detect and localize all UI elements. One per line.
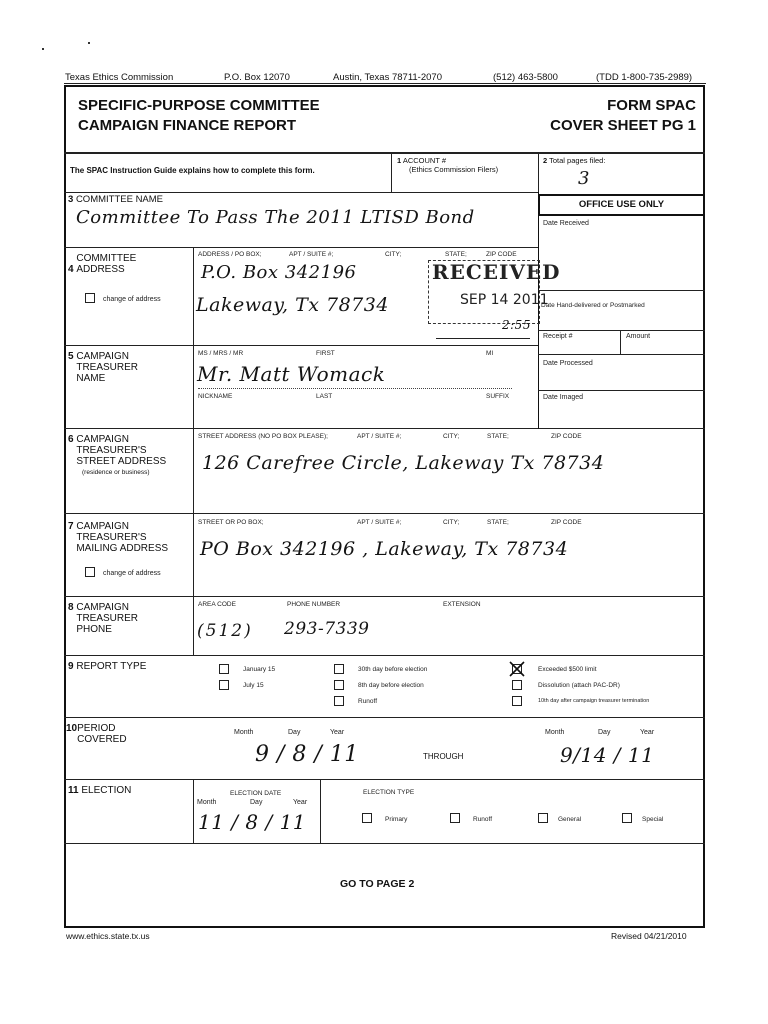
report-january-label: January 15 xyxy=(243,666,276,673)
period-from-month-col: Month xyxy=(234,729,254,736)
election-label xyxy=(68,785,131,796)
report-runoff-checkbox[interactable] xyxy=(334,696,344,706)
form-title xyxy=(78,96,320,136)
period-to-value: 9/14 / 11 xyxy=(560,743,655,767)
treasurer-street-label xyxy=(68,434,193,467)
stamp-signature-line xyxy=(436,338,530,339)
extension-col: EXTENSION xyxy=(443,601,481,608)
office-line-2 xyxy=(538,330,705,331)
date-hand-label: Date Hand-delivered or Postmarked xyxy=(541,302,645,309)
committee-zip-col: ZIP CODE xyxy=(486,251,517,258)
election-general-checkbox[interactable] xyxy=(538,813,548,823)
election-month-col: Month xyxy=(197,799,217,806)
scan-mark xyxy=(88,42,90,44)
period-num: 10 xyxy=(66,723,78,734)
treasurer-name-value: Mr. Matt Womack xyxy=(197,362,386,386)
period-label xyxy=(66,723,191,745)
report-termination-checkbox[interactable] xyxy=(512,696,522,706)
committee-name-value: Committee To Pass The 2011 LTISD Bond xyxy=(76,207,475,228)
form-name: FORM SPAC xyxy=(607,97,696,114)
office-line-4 xyxy=(538,390,705,391)
row-divider-1 xyxy=(64,192,539,193)
treasurer-mailing-col: STREET OR PO BOX; xyxy=(198,519,264,526)
report-30th-day-checkbox[interactable] xyxy=(334,664,344,674)
report-exceeded-checkbox[interactable] xyxy=(512,664,522,674)
total-pages-title: Total pages filed: xyxy=(549,156,606,165)
report-8th-day-label: 8th day before election xyxy=(358,682,424,689)
instructions-text: The SPAC Instruction Guide explains how to complete this form. xyxy=(70,166,315,175)
treasurer-name-title: CAMPAIGN TREASURER NAME xyxy=(76,351,139,384)
election-special-checkbox[interactable] xyxy=(622,813,632,823)
area-code-col: AREA CODE xyxy=(198,601,236,608)
office-use-title: OFFICE USE ONLY xyxy=(538,194,705,216)
checkmark-x-icon xyxy=(510,662,524,676)
committee-change-address-checkbox[interactable] xyxy=(85,293,95,303)
committee-apt-col: APT / SUITE #; xyxy=(289,251,334,258)
report-30th-day-label: 30th day before election xyxy=(358,666,428,673)
treasurer-mailing-value: PO Box 342196 , Lakeway, Tx 78734 xyxy=(200,538,569,560)
committee-address-title: COMMITTEE ADDRESS xyxy=(76,253,137,275)
form-title-line2: CAMPAIGN FINANCE REPORT xyxy=(78,117,297,134)
committee-address-line1: P.O. Box 342196 xyxy=(201,262,357,283)
election-column-divider xyxy=(193,779,194,843)
committee-name-title: COMMITTEE NAME xyxy=(75,194,164,205)
treasurer-nickname-col: NICKNAME xyxy=(198,393,233,400)
treasurer-name-label xyxy=(68,351,188,384)
form-page: COVER SHEET PG 1 xyxy=(550,117,696,134)
treasurer-phone-num: 8 xyxy=(68,602,74,613)
row-divider-9 xyxy=(64,717,705,718)
treasurer-suffix-col: SUFFIX xyxy=(486,393,510,400)
title-divider xyxy=(64,152,705,154)
election-year-col: Year xyxy=(293,799,308,806)
treasurer-street-title: CAMPAIGN TREASURER'S STREET ADDRESS xyxy=(76,434,167,467)
agency-tdd: (TDD 1-800-735-2989) xyxy=(596,72,693,83)
treasurer-phone-title: CAMPAIGN TREASURER PHONE xyxy=(76,602,139,635)
agency-name: Texas Ethics Commission xyxy=(65,72,174,83)
election-general-label: General xyxy=(558,816,582,823)
row-divider-4 xyxy=(64,345,539,346)
agency-po-box: P.O. Box 12070 xyxy=(224,72,290,83)
committee-state-col: STATE; xyxy=(445,251,467,258)
report-dissolution-label: Dissolution (attach PAC-DR) xyxy=(538,682,620,689)
treasurer-street-city-col: CITY; xyxy=(443,433,460,440)
office-line-3 xyxy=(538,354,705,355)
treasurer-name-dotted-line xyxy=(198,388,512,389)
stamp-received-text: RECEIVED xyxy=(432,260,561,284)
treasurer-mailing-label xyxy=(68,521,193,554)
amount-divider xyxy=(620,330,621,354)
treasurer-street-zip-col: ZIP CODE xyxy=(551,433,582,440)
agency-phone: (512) 463-5800 xyxy=(493,72,558,83)
period-through-label: THROUGH xyxy=(423,752,464,761)
row-divider-10 xyxy=(64,779,705,780)
report-type-title: REPORT TYPE xyxy=(76,661,147,672)
treasurer-mailing-state-col: STATE; xyxy=(487,519,509,526)
treasurer-name-num: 5 xyxy=(68,351,74,362)
period-from-year-col: Year xyxy=(330,729,345,736)
treasurer-street-sublabel: (residence or business) xyxy=(82,469,150,476)
phone-number-value: 293-7339 xyxy=(284,619,370,639)
report-termination-label: 10th day after campaign treasurer termination xyxy=(538,698,650,704)
treasurer-mi-col: MI xyxy=(486,350,494,357)
report-runoff-label: Runoff xyxy=(358,698,378,705)
form-title-line1: SPECIFIC-PURPOSE COMMITTEE xyxy=(78,97,320,114)
footer-website: www.ethics.state.tx.us xyxy=(66,931,150,941)
treasurer-street-apt-col: APT / SUITE #; xyxy=(357,433,402,440)
treasurer-last-col: LAST xyxy=(316,393,333,400)
treasurer-first-col: FIRST xyxy=(316,350,335,357)
date-imaged-label: Date Imaged xyxy=(543,394,584,401)
report-dissolution-checkbox[interactable] xyxy=(512,680,522,690)
account-title: ACCOUNT # xyxy=(402,156,447,165)
committee-address-line2: Lakeway, Tx 78734 xyxy=(196,294,389,316)
form-id xyxy=(550,96,696,136)
treasurer-title-col: MS / MRS / MR xyxy=(198,350,244,357)
election-date-value: 11 / 8 / 11 xyxy=(198,810,307,834)
period-to-month-col: Month xyxy=(545,729,565,736)
amount-label: Amount xyxy=(626,333,651,340)
report-july-label: July 15 xyxy=(243,682,264,689)
treasurer-mailing-apt-col: APT / SUITE #; xyxy=(357,519,402,526)
header-rule xyxy=(64,83,706,84)
report-january-checkbox[interactable] xyxy=(219,664,229,674)
period-to-day-col: Day xyxy=(598,729,611,736)
election-runoff-label: Runoff xyxy=(473,816,493,823)
election-special-label: Special xyxy=(642,816,664,823)
election-primary-checkbox[interactable] xyxy=(362,813,372,823)
treasurer-street-num: 6 xyxy=(68,434,74,445)
account-divider xyxy=(391,152,392,192)
footer-revised: Revised 04/21/2010 xyxy=(611,931,687,941)
stamp-date: SEP 14 2011 xyxy=(460,292,549,308)
committee-address-col: ADDRESS / PO BOX; xyxy=(198,251,262,258)
row-divider-7 xyxy=(64,596,705,597)
treasurer-phone-label xyxy=(68,602,193,635)
date-processed-label: Date Processed xyxy=(543,360,593,367)
stamp-time: 2:55 xyxy=(502,318,531,332)
treasurer-mailing-city-col: CITY; xyxy=(443,519,460,526)
treasurer-mailing-title: CAMPAIGN TREASURER'S MAILING ADDRESS xyxy=(76,521,169,554)
committee-address-num: 4 xyxy=(68,264,74,275)
election-num: 11 xyxy=(68,785,79,796)
total-pages-label xyxy=(543,156,605,165)
election-primary-label: Primary xyxy=(385,816,408,823)
phone-area-value: (512) xyxy=(197,621,253,641)
agency-city: Austin, Texas 78711-2070 xyxy=(333,72,442,83)
office-line-1 xyxy=(538,290,705,291)
mailing-change-address-checkbox[interactable] xyxy=(85,567,95,577)
treasurer-mailing-num: 7 xyxy=(68,521,74,532)
report-exceeded-label: Exceeded $500 limit xyxy=(538,666,597,673)
committee-change-address-label: change of address xyxy=(103,296,161,303)
label-column-divider xyxy=(193,247,194,656)
row-divider-11 xyxy=(64,843,705,844)
period-from-day-col: Day xyxy=(288,729,301,736)
election-date-divider xyxy=(320,779,321,843)
report-july-checkbox[interactable] xyxy=(219,680,229,690)
date-received-label: Date Received xyxy=(543,220,589,227)
scan-mark xyxy=(42,48,44,50)
report-type-label xyxy=(68,661,146,672)
treasurer-street-state-col: STATE; xyxy=(487,433,509,440)
election-day-col: Day xyxy=(250,799,263,806)
election-type-label: ELECTION TYPE xyxy=(363,789,415,796)
committee-name-num: 3 xyxy=(68,194,74,205)
row-divider-8 xyxy=(64,655,705,656)
account-sublabel: (Ethics Commission Filers) xyxy=(409,165,499,174)
goto-page-2: GO TO PAGE 2 xyxy=(340,878,415,890)
mailing-change-address-label: change of address xyxy=(103,570,161,577)
account-num: 1 xyxy=(397,156,402,165)
committee-city-col: CITY; xyxy=(385,251,402,258)
period-from-value: 9 / 8 / 11 xyxy=(255,742,359,767)
report-8th-day-checkbox[interactable] xyxy=(334,680,344,690)
total-pages-divider xyxy=(538,152,539,193)
row-divider-3 xyxy=(64,247,539,248)
election-date-label: ELECTION DATE xyxy=(230,790,282,797)
total-pages-num: 2 xyxy=(543,156,548,165)
treasurer-street-col: STREET ADDRESS (NO PO BOX PLEASE); xyxy=(198,433,328,440)
report-type-num: 9 xyxy=(68,661,74,672)
period-to-year-col: Year xyxy=(640,729,655,736)
committee-address-label xyxy=(68,253,188,275)
row-divider-6 xyxy=(64,513,705,514)
receipt-label: Receipt # xyxy=(543,333,573,340)
phone-number-col: PHONE NUMBER xyxy=(287,601,341,608)
treasurer-street-value: 126 Carefree Circle, Lakeway Tx 78734 xyxy=(202,452,605,474)
total-pages-value: 3 xyxy=(578,168,590,189)
account-label xyxy=(397,156,498,174)
treasurer-mailing-zip-col: ZIP CODE xyxy=(551,519,582,526)
period-title: PERIOD COVERED xyxy=(77,723,127,745)
election-runoff-checkbox[interactable] xyxy=(450,813,460,823)
committee-name-label xyxy=(68,194,163,205)
election-title: ELECTION xyxy=(81,785,132,796)
